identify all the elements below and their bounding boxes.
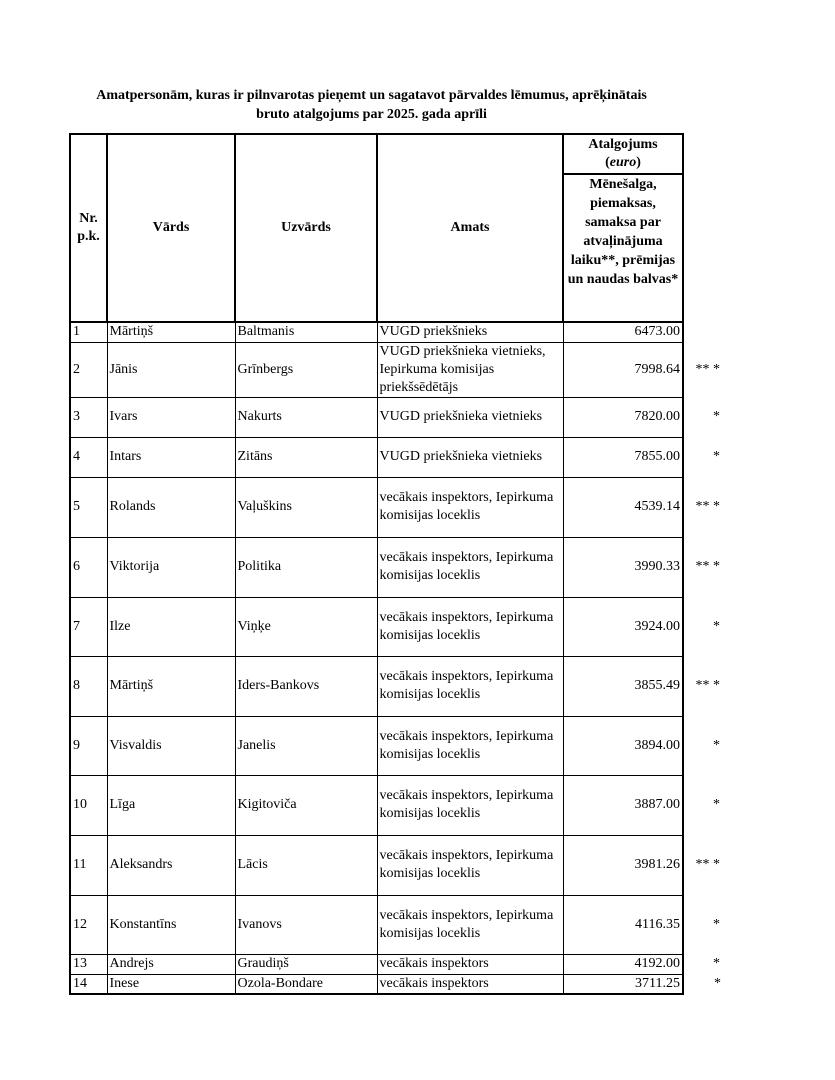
row-amats: VUGD priekšnieks bbox=[377, 322, 563, 342]
table-row bbox=[70, 895, 731, 954]
row-salary: 4539.14 bbox=[563, 477, 683, 537]
row-amats: vecākais inspektors, Iepirkuma komisijas loceklis bbox=[377, 537, 563, 597]
row-footnote-mark: * bbox=[714, 976, 721, 991]
row-vards: Aleksandrs bbox=[107, 835, 235, 895]
row-salary: 7820.00 bbox=[563, 397, 683, 437]
row-salary: 3990.33 bbox=[563, 537, 683, 597]
row-salary: 3855.49 bbox=[563, 656, 683, 716]
row-amats: vecākais inspektors, Iepirkuma komisijas loceklis bbox=[377, 835, 563, 895]
row-footnote-mark: * bbox=[713, 618, 720, 634]
row-nr: 6 bbox=[70, 537, 107, 597]
row-footnote-mark: * bbox=[713, 737, 720, 753]
row-salary: 3711.25 bbox=[563, 974, 683, 994]
row-nr: 4 bbox=[70, 437, 107, 477]
row-salary: 4116.35 bbox=[563, 895, 683, 954]
table-row bbox=[70, 775, 731, 835]
row-uzvards: Iders-Bankovs bbox=[235, 656, 377, 716]
table-row bbox=[70, 974, 731, 994]
table-body bbox=[70, 322, 731, 994]
title-line-1: Amatpersonām, kuras ir pilnvarotas pieņemt un sagatavot pārvaldes lēmumus, aprēķinātais bbox=[96, 88, 647, 103]
row-amats: VUGD priekšnieka vietnieks bbox=[377, 437, 563, 477]
row-uzvards: Janelis bbox=[235, 716, 377, 775]
header-atalgojums-label: Atalgojums bbox=[588, 137, 658, 152]
row-footnote-mark bbox=[683, 322, 731, 342]
row-salary: 3924.00 bbox=[563, 597, 683, 656]
row-uzvards: Nakurts bbox=[235, 397, 377, 437]
row-vards: Mārtiņš bbox=[107, 656, 235, 716]
table-row bbox=[70, 477, 731, 537]
table-row bbox=[70, 322, 731, 342]
row-nr: 12 bbox=[70, 895, 107, 954]
row-vards: Konstantīns bbox=[107, 895, 235, 954]
row-nr: 14 bbox=[70, 974, 107, 994]
row-uzvards: Grīnbergs bbox=[235, 342, 377, 397]
row-footnote-mark: ** * bbox=[695, 499, 720, 514]
row-vards: Rolands bbox=[107, 477, 235, 537]
row-nr: 3 bbox=[70, 397, 107, 437]
row-uzvards: Kigitoviča bbox=[235, 775, 377, 835]
row-vards: Visvaldis bbox=[107, 716, 235, 775]
row-footnote-mark: ** * bbox=[695, 857, 720, 872]
header-atalgojums: Atalgojums (euro) bbox=[563, 134, 683, 174]
row-uzvards: Viņķe bbox=[235, 597, 377, 656]
row-uzvards: Baltmanis bbox=[235, 322, 377, 342]
row-uzvards: Politika bbox=[235, 537, 377, 597]
row-uzvards: Vaļuškins bbox=[235, 477, 377, 537]
row-amats: vecākais inspektors bbox=[377, 974, 563, 994]
row-nr: 1 bbox=[70, 322, 107, 342]
row-nr: 9 bbox=[70, 716, 107, 775]
row-nr: 11 bbox=[70, 835, 107, 895]
row-vards: Intars bbox=[107, 437, 235, 477]
row-footnote-mark: ** * bbox=[695, 559, 720, 574]
row-footnote-mark: ** * bbox=[695, 361, 720, 377]
table-row bbox=[70, 437, 731, 477]
row-vards: Līga bbox=[107, 775, 235, 835]
row-nr: 7 bbox=[70, 597, 107, 656]
row-amats: vecākais inspektors, Iepirkuma komisijas loceklis bbox=[377, 597, 563, 656]
row-nr: 8 bbox=[70, 656, 107, 716]
row-footnote-mark: * bbox=[713, 916, 720, 932]
header-nr: Nr. p.k. bbox=[70, 134, 107, 322]
table-header bbox=[70, 134, 731, 322]
row-vards: Viktorija bbox=[107, 537, 235, 597]
row-nr: 10 bbox=[70, 775, 107, 835]
row-footnote-mark: * bbox=[713, 409, 720, 424]
row-uzvards: Graudiņš bbox=[235, 954, 377, 974]
table-row bbox=[70, 597, 731, 656]
row-vards: Ilze bbox=[107, 597, 235, 656]
row-vards: Andrejs bbox=[107, 954, 235, 974]
table-row bbox=[70, 835, 731, 895]
row-amats: VUGD priekšnieka vietnieks, Iepirkuma komisijas priekšsēdētājs bbox=[377, 342, 563, 397]
row-amats: vecākais inspektors bbox=[377, 954, 563, 974]
row-amats: VUGD priekšnieka vietnieks bbox=[377, 397, 563, 437]
salary-table bbox=[69, 133, 732, 995]
row-vards: Ivars bbox=[107, 397, 235, 437]
row-footnote-mark: * bbox=[713, 449, 720, 464]
table-row bbox=[70, 397, 731, 437]
row-nr: 13 bbox=[70, 954, 107, 974]
row-vards: Inese bbox=[107, 974, 235, 994]
row-uzvards: Zitāns bbox=[235, 437, 377, 477]
row-salary: 6473.00 bbox=[563, 322, 683, 342]
table-row bbox=[70, 656, 731, 716]
table-row bbox=[70, 537, 731, 597]
document-title bbox=[60, 86, 683, 124]
header-vards: Vārds bbox=[107, 134, 235, 322]
header-uzvards: Uzvārds bbox=[235, 134, 377, 322]
row-amats: vecākais inspektors, Iepirkuma komisijas loceklis bbox=[377, 477, 563, 537]
row-amats: vecākais inspektors, Iepirkuma komisijas loceklis bbox=[377, 895, 563, 954]
row-salary: 7855.00 bbox=[563, 437, 683, 477]
row-amats: vecākais inspektors, Iepirkuma komisijas loceklis bbox=[377, 775, 563, 835]
header-detail: Mēnešalga, piemaksas, samaksa par atvaļinājuma laiku**, prēmijas un naudas balvas* bbox=[563, 174, 683, 322]
row-nr: 5 bbox=[70, 477, 107, 537]
row-vards: Mārtiņš bbox=[107, 322, 235, 342]
row-nr: 2 bbox=[70, 342, 107, 397]
header-euro: euro bbox=[609, 155, 637, 170]
row-uzvards: Ozola-Bondare bbox=[235, 974, 377, 994]
row-amats: vecākais inspektors, Iepirkuma komisijas loceklis bbox=[377, 656, 563, 716]
row-footnote-mark: ** * bbox=[695, 678, 720, 693]
table-row bbox=[70, 342, 731, 397]
row-vards: Jānis bbox=[107, 342, 235, 397]
header-amats: Amats bbox=[377, 134, 563, 322]
row-uzvards: Lācis bbox=[235, 835, 377, 895]
row-footnote-mark: * bbox=[713, 797, 720, 812]
table-row bbox=[70, 954, 731, 974]
row-uzvards: Ivanovs bbox=[235, 895, 377, 954]
table-row bbox=[70, 716, 731, 775]
row-salary: 3887.00 bbox=[563, 775, 683, 835]
row-footnote-mark: * bbox=[713, 956, 720, 971]
row-salary: 3894.00 bbox=[563, 716, 683, 775]
row-salary: 4192.00 bbox=[563, 954, 683, 974]
row-amats: vecākais inspektors, Iepirkuma komisijas loceklis bbox=[377, 716, 563, 775]
title-line-2: bruto atalgojums par 2025. gada aprīli bbox=[256, 107, 487, 122]
row-salary: 3981.26 bbox=[563, 835, 683, 895]
row-salary: 7998.64 bbox=[563, 342, 683, 397]
